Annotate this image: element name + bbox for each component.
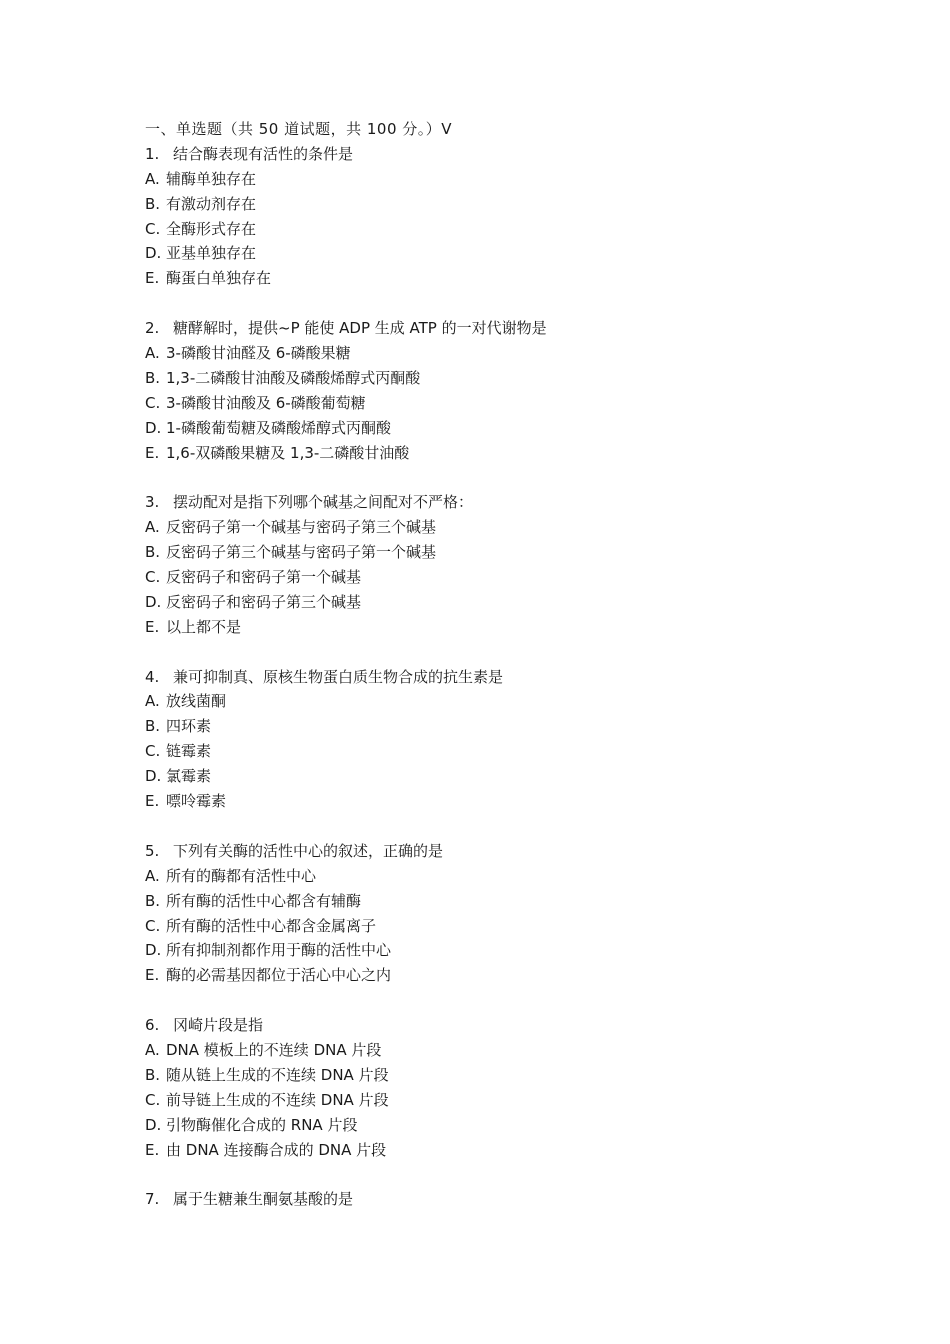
blank-line <box>145 814 865 839</box>
question-text: 糖酵解时，提供~P 能使 ADP 生成 ATP 的一对代谢物是 <box>173 319 547 338</box>
blank-line <box>145 640 865 665</box>
question-number: 2. <box>145 319 160 338</box>
option-text: 反密码子第三个碱基与密码子第一个碱基 <box>166 543 437 562</box>
option-b <box>145 889 865 914</box>
question-number: 6. <box>145 1016 160 1035</box>
option-c <box>145 217 865 242</box>
option-b <box>145 192 865 217</box>
option-key: A. <box>145 169 160 188</box>
option-d <box>145 416 865 441</box>
option-key: D. <box>145 592 162 611</box>
option-b <box>145 1063 865 1088</box>
option-text: 所有酶的活性中心都含有辅酶 <box>166 891 362 910</box>
blank-line <box>145 465 865 490</box>
option-d <box>145 938 865 963</box>
question-number: 4. <box>145 667 160 686</box>
option-text: 酶蛋白单独存在 <box>166 269 272 288</box>
option-text: 前导链上生成的不连续 DNA 片段 <box>166 1090 389 1109</box>
option-text: 反密码子和密码子第三个碱基 <box>166 592 362 611</box>
option-e <box>145 615 865 640</box>
question-list <box>145 142 865 1212</box>
question-stem <box>145 839 865 864</box>
option-e <box>145 1138 865 1163</box>
question-block <box>145 316 865 490</box>
option-a <box>145 167 865 192</box>
option-key: B. <box>145 368 161 387</box>
option-key: A. <box>145 866 160 885</box>
question-number: 5. <box>145 841 160 860</box>
option-text: 氯霉素 <box>166 767 212 786</box>
option-text: 所有酶的活性中心都含金属离子 <box>166 916 377 935</box>
option-key: E. <box>145 792 160 811</box>
blank-line <box>145 1162 865 1187</box>
option-text: 1,3-二磷酸甘油酸及磷酸烯醇式丙酮酸 <box>166 368 421 387</box>
option-text: 随从链上生成的不连续 DNA 片段 <box>166 1065 389 1084</box>
option-key: C. <box>145 916 161 935</box>
option-key: B. <box>145 891 161 910</box>
option-key: A. <box>145 344 160 363</box>
option-key: B. <box>145 194 161 213</box>
option-key: C. <box>145 568 161 587</box>
question-block <box>145 490 865 664</box>
option-text: 引物酶催化合成的 RNA 片段 <box>166 1115 358 1134</box>
option-key: D. <box>145 244 162 263</box>
option-b <box>145 366 865 391</box>
option-text: 所有的酶都有活性中心 <box>166 866 317 885</box>
option-c <box>145 914 865 939</box>
option-d <box>145 590 865 615</box>
option-text: 3-磷酸甘油酸及 6-磷酸葡萄糖 <box>166 393 366 412</box>
option-key: A. <box>145 692 160 711</box>
option-key: B. <box>145 1065 161 1084</box>
option-text: 有激动剂存在 <box>166 194 257 213</box>
question-number: 3. <box>145 493 160 512</box>
document-page <box>145 117 865 1212</box>
question-text: 兼可抑制真、原核生物蛋白质生物合成的抗生素是 <box>173 667 504 686</box>
option-e <box>145 963 865 988</box>
question-block <box>145 1187 865 1212</box>
question-text: 冈崎片段是指 <box>173 1016 264 1035</box>
question-block <box>145 665 865 839</box>
option-d <box>145 1113 865 1138</box>
blank-line <box>145 291 865 316</box>
option-key: C. <box>145 742 161 761</box>
option-a <box>145 1038 865 1063</box>
question-stem <box>145 316 865 341</box>
option-key: D. <box>145 767 162 786</box>
question-number: 7. <box>145 1190 160 1209</box>
option-key: E. <box>145 966 160 985</box>
option-b <box>145 540 865 565</box>
option-b <box>145 714 865 739</box>
question-stem <box>145 1013 865 1038</box>
option-text: DNA 模板上的不连续 DNA 片段 <box>166 1040 382 1059</box>
option-e <box>145 441 865 466</box>
option-key: E. <box>145 617 160 636</box>
question-number: 1. <box>145 144 160 163</box>
option-a <box>145 864 865 889</box>
option-c <box>145 739 865 764</box>
option-text: 酶的必需基因都位于活心中心之内 <box>166 966 392 985</box>
option-key: E. <box>145 1140 160 1159</box>
option-text: 放线菌酮 <box>166 692 227 711</box>
option-text: 以上都不是 <box>166 617 242 636</box>
option-text: 反密码子和密码子第一个碱基 <box>166 568 362 587</box>
option-key: D. <box>145 418 162 437</box>
option-text: 所有抑制剂都作用于酶的活性中心 <box>166 941 392 960</box>
option-key: B. <box>145 717 161 736</box>
option-c <box>145 391 865 416</box>
option-text: 四环素 <box>166 717 212 736</box>
option-text: 辅酶单独存在 <box>166 169 257 188</box>
option-text: 1,6-双磷酸果糖及 1,3-二磷酸甘油酸 <box>166 443 410 462</box>
option-a <box>145 341 865 366</box>
question-text: 结合酶表现有活性的条件是 <box>173 144 354 163</box>
option-text: 全酶形式存在 <box>166 219 257 238</box>
option-text: 链霉素 <box>166 742 212 761</box>
option-e <box>145 789 865 814</box>
question-stem <box>145 665 865 690</box>
option-key: D. <box>145 941 162 960</box>
option-text: 由 DNA 连接酶合成的 DNA 片段 <box>166 1140 387 1159</box>
option-a <box>145 515 865 540</box>
question-stem <box>145 1187 865 1212</box>
option-key: A. <box>145 1040 160 1059</box>
option-text: 3-磷酸甘油醛及 6-磷酸果糖 <box>166 344 351 363</box>
question-block <box>145 839 865 1013</box>
option-key: C. <box>145 219 161 238</box>
option-e <box>145 266 865 291</box>
question-text: 下列有关酶的活性中心的叙述，正确的是 <box>173 841 444 860</box>
blank-line <box>145 988 865 1013</box>
question-block <box>145 1013 865 1187</box>
option-c <box>145 1088 865 1113</box>
option-d <box>145 764 865 789</box>
question-text: 摆动配对是指下列哪个碱基之间配对不严格： <box>173 493 474 512</box>
question-text: 属于生糖兼生酮氨基酸的是 <box>173 1190 354 1209</box>
option-a <box>145 689 865 714</box>
question-stem <box>145 490 865 515</box>
option-key: C. <box>145 1090 161 1109</box>
option-key: E. <box>145 269 160 288</box>
option-c <box>145 565 865 590</box>
question-stem <box>145 142 865 167</box>
option-key: E. <box>145 443 160 462</box>
option-key: D. <box>145 1115 162 1134</box>
option-key: B. <box>145 543 161 562</box>
option-d <box>145 241 865 266</box>
option-text: 亚基单独存在 <box>166 244 257 263</box>
option-key: A. <box>145 518 160 537</box>
section-heading: 一、单选题（共 50 道试题，共 100 分。）V <box>145 120 453 138</box>
option-key: C. <box>145 393 161 412</box>
question-block <box>145 142 865 316</box>
option-text: 反密码子第一个碱基与密码子第三个碱基 <box>166 518 437 537</box>
option-text: 1-磷酸葡萄糖及磷酸烯醇式丙酮酸 <box>166 418 391 437</box>
option-text: 嘌呤霉素 <box>166 792 227 811</box>
